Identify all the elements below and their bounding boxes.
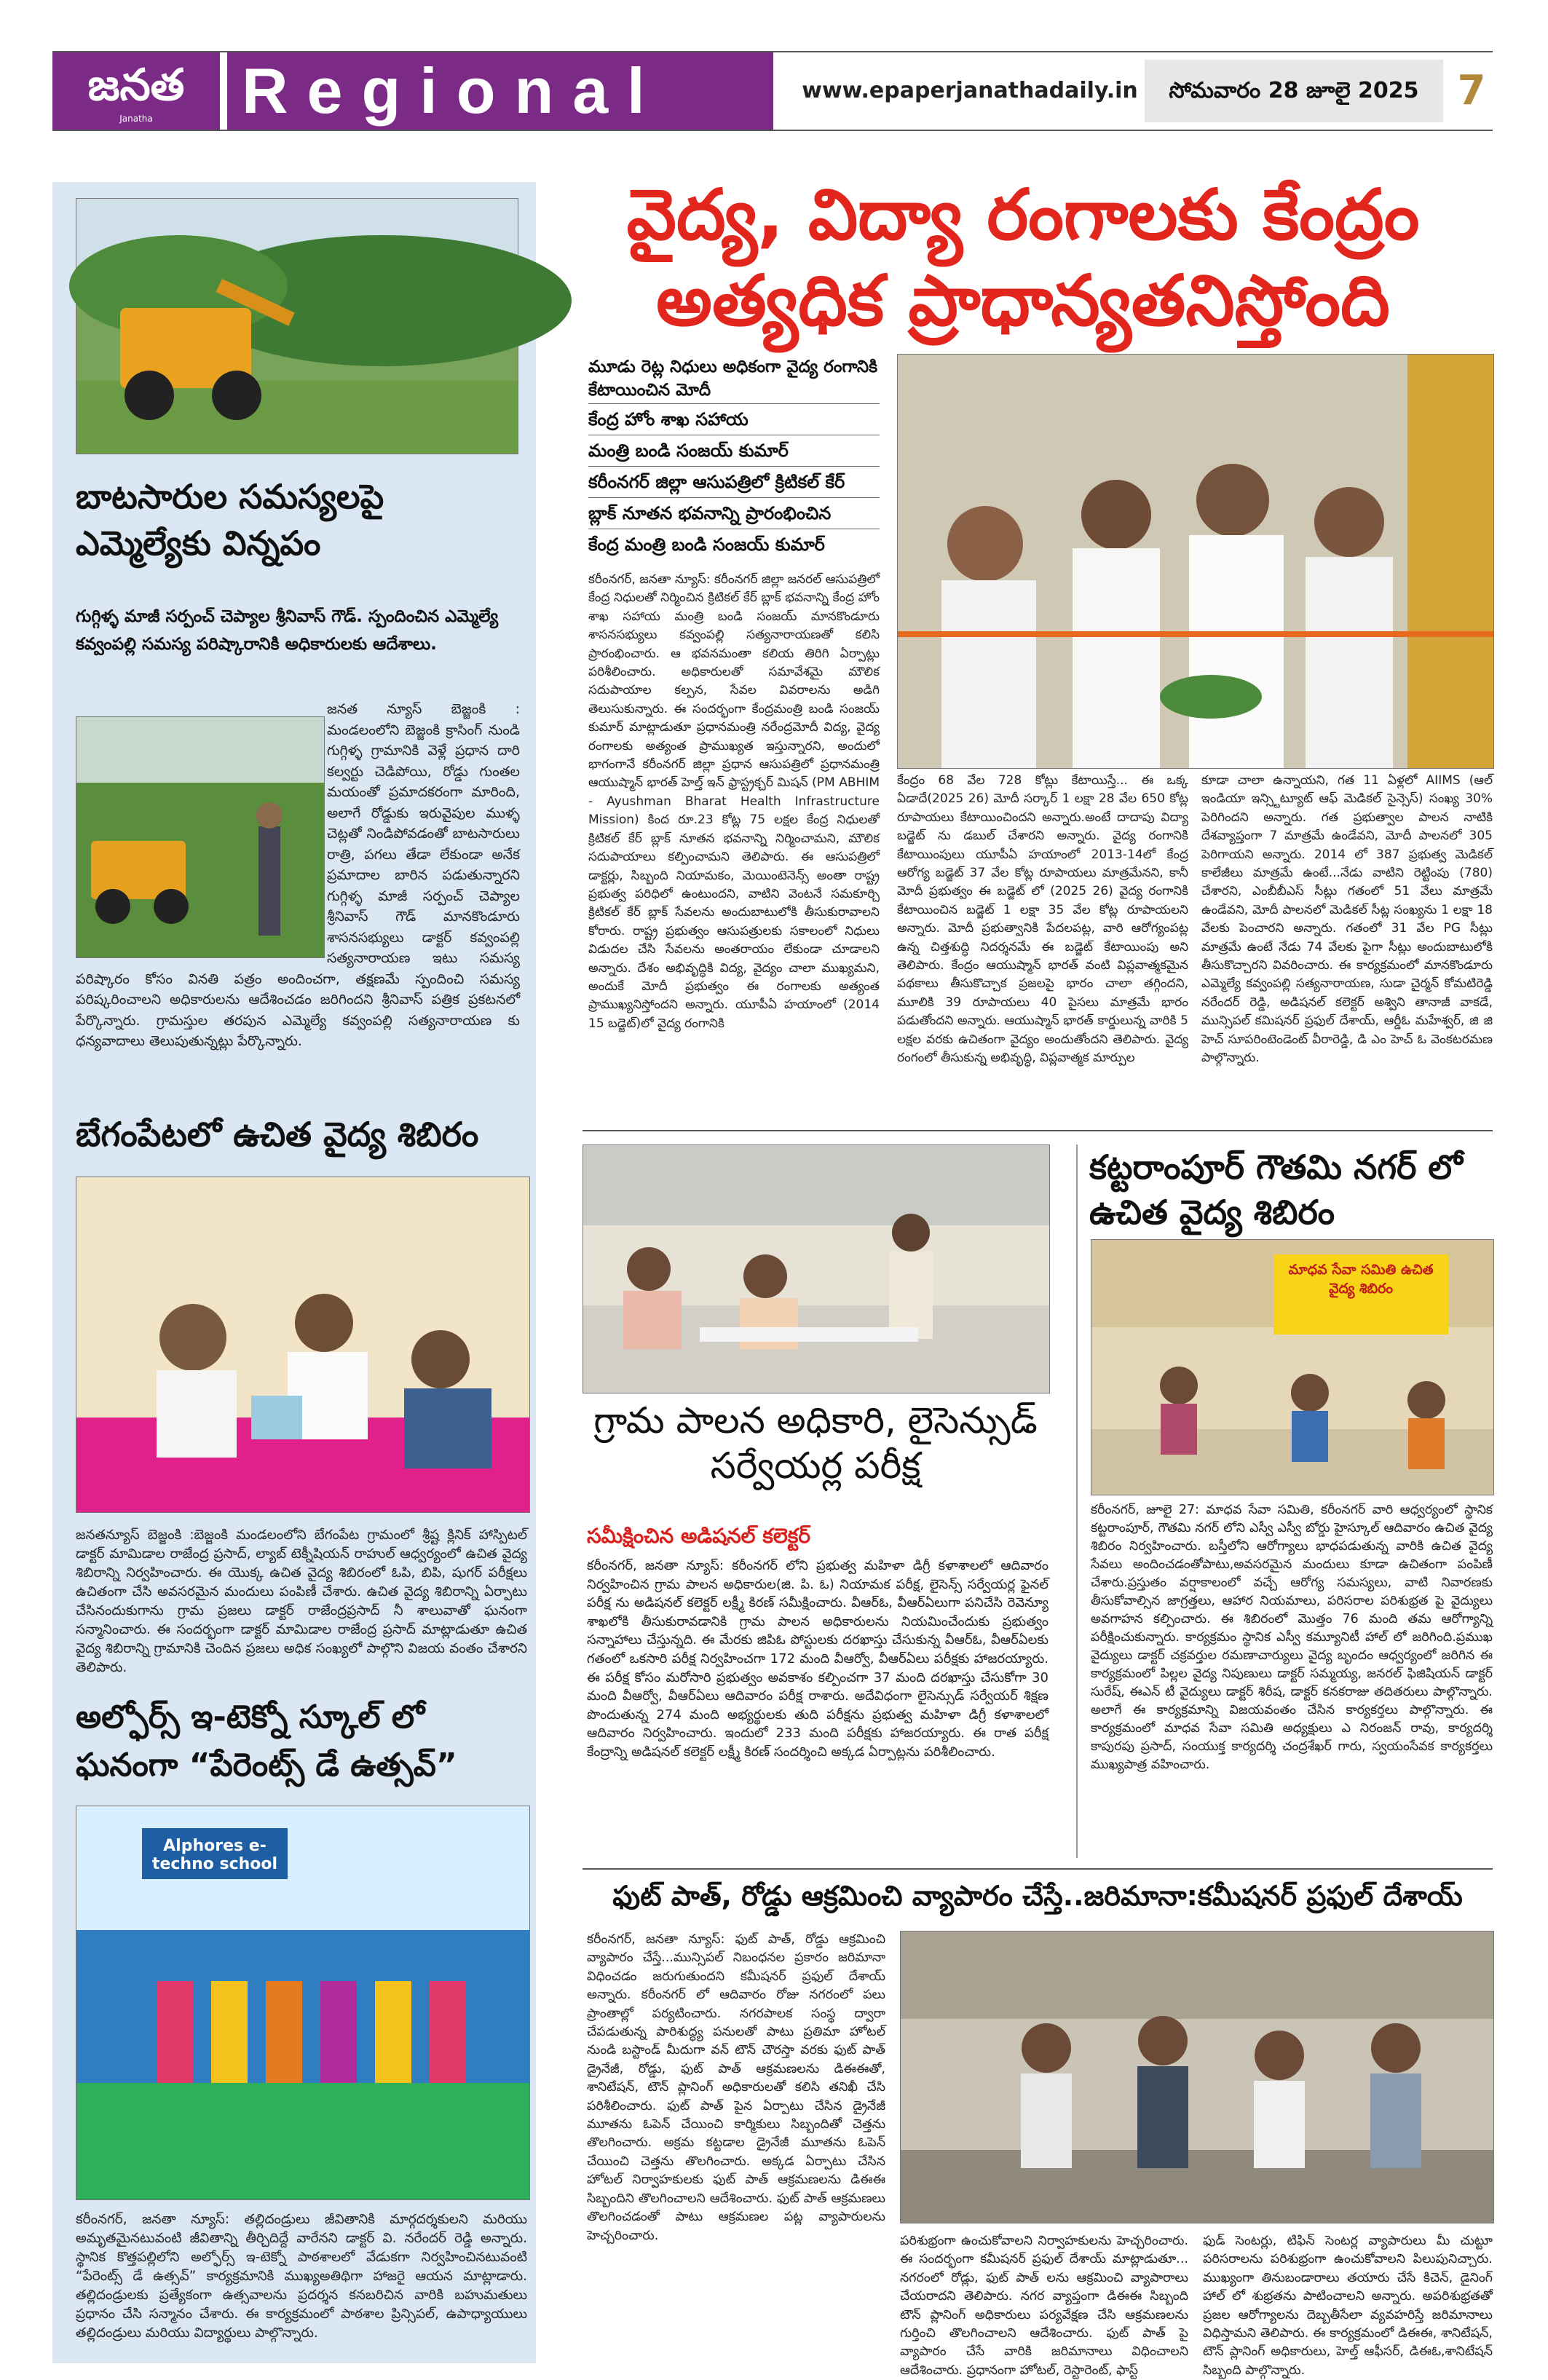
deck-line: బ్లాక్ నూతన భవనాన్ని ప్రారంభించిన <box>588 498 880 529</box>
lead-deck <box>588 354 880 560</box>
story-subhead: సమీక్షించిన అడిషనల్ కలెక్టర్ <box>587 1524 810 1548</box>
deck-line: కేంద్ర హోం శాఖ సహాయ <box>588 404 880 435</box>
story-headline: ఫుట్ పాత్, రోడ్డు ఆక్రమించి వ్యాపారం చేస్తే..జరిమానా:కమీషనర్ ప్రఫుల్ దేశాయ్ <box>612 1880 1463 1912</box>
lead-body-col3: కూడా చాలా ఉన్నాయని, గత 11 ఏళ్లలో AIIMS (ఆల్ ఇండియా ఇన్స్టిట్యూట్ ఆఫ్ మెడికల్ సైన్సెస్) సంఖ్య 30% పెరిగిందని అన్నారు. గత ప్రభుత్వాల పాలన నాటికి దేశవ్యాప్తంగా 7 మాత్రమే ఉండేవని, మోదీ పాలనలో 305 పెరిగాయని అన్నారు. 2014 లో 387 ప్రభుత్వ మెడికల్ కాలేజీలు మాత్రమే ఉంటే...నేడు వాటిని రెట్టింపు (780) చేశారని, ఎంబీబీఎస్ సీట్లు గతంలో 51 వేలు మాత్రమే ఉండేవని, మోదీ పాలనలో మెడికల్ సీట్ల సంఖ్యను 1 లక్షా 18 వేలకు పెంచారని అన్నారు. గతంలో 31 వేల PG సీట్లు మాత్రమే ఉంటే నేడు 74 వేలకు పైగా సీట్లు అందుబాటులోకి తీసుకొచ్చారని వివరించారు. ఈ కార్యక్రమంలో మానకొండూరు ఎమ్మెల్యే కవ్వంపల్లి సత్యనారాయణ, సుడా చైర్మన్ కోమటిరెడ్డి నరేందర్ రెడ్డి, అడిషనల్ కలెక్టర్ అశ్విని తానాజీ వాకడే, మున్సిపల్ కమిషనర్ ప్రఫుల్ దేశాయ్, ఆర్డీఓ మహేశ్వర్, జి జి హెచ్ సూపరింటెండెంట్ వీరారెడ్డి, డి ఎం హెచ్ ఓ వెంకటరమణ పాల్గొన్నారు. <box>1201 773 1493 1066</box>
brand-logo <box>52 52 220 130</box>
story-body: జనతన్యూస్ బెజ్జంకి :బెజ్జంకి మండలంలోని బేగంపేట గ్రామంలో శ్రీష్ట క్లినిక్ హాస్పిటల్ డాక్టర్ మామిడాల రాజేంద్ర ప్రసాద్, ల్యాబ్ టెక్నీషియన్ రాహుల్ ఆధ్వర్యంలో ఉచిత వైద్య శిబిరాన్ని నిర్వహించారు. ఈ యొక్క ఉచిత వైద్య శిబిరంలో ఓపి, బిపి, షుగర్ పరీక్షలు ఉచితంగా చేసి అవసరమైన మందులు పంపిణీ చేశారు. ఉచిత వైద్య శిబిరాన్ని ఏర్పాటు చేసినందుకుగాను గ్రామ ప్రజలు డాక్టర్ రాజేంద్రప్రసాద్ నీ శాలువాతో ఘనంగా సన్మానించారు. ఈ సందర్భంగా డాక్టర్ మామిడాల రాజేంద్ర ప్రసాద్ మాట్లాడుతూ ఉచిత వైద్య శిబిరాన్ని గ్రామానికి చెందిన ప్రజలు అధిక సంఖ్యలో పాల్గొని విజయ వంతం చేశారని తెలిపారు. <box>76 1527 527 1675</box>
camp-photo <box>1091 1239 1494 1495</box>
lead-headline-line2: అత్యధిక ప్రాధాన్యతనిస్తోంది <box>656 260 1390 341</box>
inspection-photo <box>900 1931 1494 2223</box>
lead-body-col1: కరీంనగర్, జనతా న్యూస్: కరీంనగర్ జిల్లా జనరల్ ఆసుపత్రిలో కేంద్ర నిధులతో నిర్మించిన క్రిటికల్ కేర్ బ్లాక్ భవనాన్ని కేంద్ర హోం శాఖ సహాయ మంత్రి బండి సంజయ్ మానకొండూరు శాసనసభ్యులు కవ్వంపల్లి సత్యనారాయణతో కలిసి ప్రారంభించారు. ఆ భవనమంతా కలియ తిరిగి ఏర్పాట్లు పరిశీలించారు. అధికారులతో సమావేశమై మౌలిక సదుపాయాల కల్పన, సేవల వివరాలను అడిగి తెలుసుకున్నారు. ఈ సందర్భంగా కేంద్రమంత్రి బండి సంజయ్ కుమార్ మాట్లాడుతూ ప్రధానమంత్రి నరేంద్రమోదీ విద్య, వైద్య రంగాలకు అత్యంత ప్రాముఖ్యత ఇస్తున్నారని, అందులో భాగంగానే కరీంనగర్ జిల్లా ప్రధాన ఆసుపత్రిలో ప్రధానమంత్రి ఆయుష్మాన్ భారత్ హెల్త్ ఇన్ ఫ్రాస్ట్రక్చర్ మిషన్ (PM ABHIM - Ayushman Bharat Health Infrastructure Mission) కింద రూ.23 కోట్ల 75 లక్షల కేంద్ర నిధులతో క్రిటికల్ కేర్ బ్లాక్ నూతన భవనాన్ని నిర్మించామని, మౌలిక సదుపాయాలు కల్పించామని తెలిపారు. ఈ ఆసుపత్రిలో డాక్టర్లు, సిబ్బంది నియామకం, మెయింటెనెన్స్ అంతా రాష్ట్ర ప్రభుత్వ పరిధిలో ఉంటుందని, వాటిని వెంటనే సమకూర్చి క్రిటికల్ కేర్ బ్లాక్ సేవలను అందుబాటులోకి తీసుకురావాలని కోరారు. రాష్ట్ర ప్రభుత్వం ఆసుపత్రులకు సకాలంలో నిధులు విడుదల చేసి సేవలను అంతరాయం లేకుండా చూడాలని అన్నారు. దేశం అభివృద్ధికి విద్య, వైద్యం చాలా ముఖ్యమని, అందుకే మోదీ ప్రభుత్వం ఈ రంగాలకు అత్యంత ప్రాముఖ్యనిస్తోందని అన్నారు. యూపీఏ హయాంలో (2014 15 బడ్జెట్)లో వైద్య రంగానికి <box>588 572 880 1031</box>
site-url[interactable]: www.epaperjanathadaily.in <box>802 78 1138 103</box>
footpath-body-col2: పరిశుభ్రంగా ఉంచుకోవాలని నిర్వాహకులను హెచ్చరించారు. ఈ సందర్భంగా కమీషనర్ ప్రఫుల్ దేశాయ్ మాట్లాడుతూ... నగరంలో రోడ్లు, ఫుట్ పాత్ లను ఆక్రమించి వ్యాపారాలు చేయరాదని తెలిపారు. నగర వ్యాప్తంగా డిఈఈ సిబ్బంది టౌన్ ప్లానింగ్ అధికారులు పర్యవేక్షణ చేసి ఆక్రమణలను గుర్తించి తొలగించాలని ఆదేశించారు. ఫుట్ పాత్ పై వ్యాపారం చేసే వారికి జరిమానాలు విధించాలని ఆదేశించారు. ప్రధానంగా హోటల్, రెస్టారెంట్, ఫాస్ట్ <box>900 2234 1188 2378</box>
page-number: 7 <box>1457 67 1486 114</box>
divider <box>1076 1144 1078 1858</box>
deck-line: కేంద్ర మంత్రి బండి సంజయ్ కుమార్ <box>588 534 825 555</box>
issue-date: సోమవారం 28 జూలై 2025 <box>1145 60 1443 122</box>
deck-line: కరీంనగర్ జిల్లా ఆసుపత్రిలో క్రిటికల్ కేర్ <box>588 467 880 498</box>
brand-tagline: Janatha <box>119 114 153 124</box>
school-banner-text: Alphores e-techno school <box>151 1837 278 1873</box>
medical-camp-photo <box>76 1177 530 1513</box>
section-title: Regional <box>227 52 773 130</box>
lead-body-col2: కేంద్రం 68 వేల 728 కోట్లు కేటాయిస్తే... ఈ ఒక్క ఏడాదే(2025 26) మోదీ సర్కార్ 1 లక్షా 28 వేల 650 కోట్ల రూపాయలు కేటాయించిందని అన్నారు.అంటే దాదాపు విద్యా బడ్జెట్ ను డబుల్ చేశారని అన్నారు. వైద్య రంగానికి కేటాయింపులు యూపీఏ హయాంలో 2013-14లో కేంద్ర ఆరోగ్య బడ్జెట్ 37 వేల కోట్ల రూపాయలు మాత్రమేనని, కానీ మోదీ ప్రభుత్వం ఈ బడ్జెట్ లో (2025 26) వైద్య రంగానికి కేటాయించిన బడ్జెట్ 1 లక్షా 35 వేల కోట్ల రూపాయలని అన్నారు. మోదీ ప్రభుత్వానికి పేదలపట్ల, వారి ఆరోగ్యంపట్ల ఉన్న చిత్తశుద్ధి నిదర్శనమే ఈ బడ్జెట్ కేటాయింపు అని తెలిపారు. కేంద్రం ఆయుష్మాన్ భారత్ వంటి విప్లవాత్మకమైన పథకాలు తీసుకొచ్చాక ప్రజలపై భారం చాలా తగ్గిందని, మూలికి 39 రూపాయలు 40 పైసలు మాత్రమే భారం పడుతోందని అన్నారు. ఆయుష్మాన్ భారత్ కార్డులున్న వారికి 5 లక్షల వరకు ఉచితంగా వైద్యం అందుతోందని తెలిపారు. వైద్య రంగంలో తీసుకున్న అభివృద్ధి, విప్లవాత్మక మార్పుల <box>897 773 1188 1066</box>
masthead <box>52 51 1493 131</box>
exam-hall-photo <box>583 1144 1050 1393</box>
story-body: కరీంనగర్, జూలై 27: మాధవ సేవా సమితి, కరీంనగర్ వారి ఆధ్వర్యంలో స్థానిక కట్టరాంపూర్, గౌతమి నగర్ లోని ఎస్వీ ఎస్వీ బోర్డు హైస్కూల్ ఆదివారం ఉచిత వైద్య శిబిరం నిర్వహించారు. బస్తీలోని ఆరోగ్యాలు భాధపడుతున్న వారికి ఉచిత వైద్య సేవలు అందించడంతోపాటు,అవసరమైన మందులు కూడా ఉచితంగా పంపిణీ చేశారు.ప్రస్తుతం వర్షాకాలంలో వచ్చే ఆరోగ్య సమస్యలు, వాటి నివారణకు తీసుకోవాల్సిన జాగ్రత్తలు, ఆహార నియమాలు, పరిసరాల పరిశుభ్రత పై వైద్యులు అవగాహన కల్పించారు. ఈ శిబిరంలో మొత్తం 76 మంది తమ ఆరోగ్యాన్ని పరీక్షించుకున్నారు. కార్యక్రమం స్థానిక ఎస్వీ కమ్యూనిటీ హాల్ లో జరిగింది.ప్రముఖ వైద్యులు డాక్టర్ చక్రవర్తుల రమణాచార్యులు వైద్య బృందం ఆధ్వర్యంలో జరిగిన ఈ కార్యక్రమంలో పిల్లల వైద్య నిపుణులు డాక్టర్ సమ్మయ్య, జనరల్ ఫిజిషియన్ డాక్టర్ సురేష్, ఈఎన్ టీ వైద్యులు డాక్టర్ శిరీష, డాక్టర్ కనకరాజు తదితరులు పాల్గొన్నారు. అలాగే ఈ కార్యక్రమాన్ని విజయవంతం చేసిన కార్యకర్తలు పాల్గొన్నారు. ఈ కార్యక్రమంలో మాధవ సేవా సమితి అధ్యక్షులు ఎ నిరంజన్ రావు, కార్యదర్శి కాపురపు ప్రసాద్, సంయుక్త కార్యదర్శి చంద్రశేఖర్ గారు, స్వయంసేవక కార్యకర్తలు ముఖ్యపాత్ర వహించారు. <box>1091 1503 1493 1772</box>
story-headline: కట్టరాంపూర్ గౌతమి నగర్ లో ఉచిత వైద్య శిబిరం <box>1089 1147 1463 1232</box>
ribbon-cutting-photo <box>897 354 1494 769</box>
story-headline: అల్ఫోర్స్ ఇ-టెక్నో స్కూల్ లో ఘనంగా “పేరెంట్స్ డే ఉత్సవ్” <box>76 1699 457 1784</box>
story-body: కరీంనగర్, జనతా న్యూస్: కరీంనగర్ లోని ప్రభుత్వ మహిళా డిగ్రీ కళాశాలలో ఆదివారం నిర్వహించిన గ్రామ పాలన అధికారుల(జి. పి. ఓ) నియామక పరీక్ష, లైసెన్స్ సర్వేయర్ల ఫైనల్ పరీక్ష ను అడిషనల్ కలెక్టర్ లక్ష్మీ కిరణ్ సమీక్షించారు. వీఆర్ఓ, వీఆర్ఏలుగా పనిచేసి రెవెన్యూ శాఖలోకి తీసుకురావడానికి గ్రామ పాలన అధికారులను నియమించేందుకు ప్రభుత్వం సన్నాహాలు చేస్తున్నది. ఈ మేరకు జిపిఓ పోస్టులకు దరఖాస్తు చేసుకున్న వీఆర్ఓ, వీఆర్ఏలకు గతంలో ఒకసారి పరీక్ష నిర్వహించగా 172 మంది వీఆర్వో, వీఆర్ఏలు పరీక్షకు హాజరయ్యారు. ఈ పరీక్ష కోసం మరోసారి ప్రభుత్వం అవకాశం కల్పించగా 37 మంది దరఖాస్తు చేసుకోగా 30 మంది వీఆర్వో, వీఆర్ఏలు ఆదివారం పరీక్ష రాశారు. అదేవిధంగా లైసెన్సుడ్ సర్వేయర్ శిక్షణ పొందుతున్న 274 మంది అభ్యర్థులకు తుది పరీక్షను ప్రభుత్వ మహిళా డిగ్రీ కళాశాలలో ఆదివారం నిర్వహించారు. ఇందులో 233 మంది పరీక్షకు హాజరయ్యారు. ఈ రాత పరీక్ష కేంద్రాన్ని అడిషనల్ కలెక్టర్ లక్ష్మీ కిరణ్ సందర్శించి అక్కడ ఏర్పాట్లను పరిశీలించారు. <box>587 1558 1049 1760</box>
story-headline: బేగంపేటలో ఉచిత వైద్య శిబిరం <box>76 1115 479 1154</box>
school-event-photo <box>76 1806 530 2200</box>
story-body: కరీంనగర్, జనతా న్యూస్: తల్లిదండ్రులు జీవితానికి మార్గదర్శకులని మరియు అమృతమైనటువంటి జీవితాన్ని తీర్చిదిద్దే వారేనని డాక్టర్ వి. నరేందర్ రెడ్డి అన్నారు. స్థానిక కొత్తపల్లిలోని అల్ఫోర్స్ ఇ-టెక్నో పాఠశాలలో వేడుకగా నిర్వహించినటువంటి “పేరెంట్స్ డే ఉత్సవ్” కార్యక్రమానికి ముఖ్యఅతిథిగా హాజరై ఆయన మాట్లాడారు. తల్లిదండ్రులకు ప్రత్యేకంగా ఉత్సవాలను ప్రదర్శన కనబరిచిన వారికి బహుమతులు ప్రధానం చేసి సన్మానం చేశారు. ఈ కార్యక్రమంలో పాఠశాల ప్రిన్సిపల్, ఉపాధ్యాయులు తల్లిదండ్రులు మరియు విద్యార్థులు పాల్గొన్నారు. <box>76 2212 527 2341</box>
camp-banner-text: మాధవ సేవా సమితి ఉచిత వైద్య శిబిరం <box>1288 1262 1434 1297</box>
jcb-roadside-photo <box>76 198 518 454</box>
divider <box>583 1130 1493 1131</box>
lead-headline <box>553 172 1493 344</box>
brand-name: జనత <box>87 60 185 111</box>
story-headline: బాటసారుల సమస్యలపై ఎమ్మెల్యేకు విన్నపం <box>76 477 384 563</box>
footpath-body-col1: కరీంనగర్, జనతా న్యూస్: ఫుట్ పాత్, రోడ్డు ఆక్రమించి వ్యాపారం చేస్తే...మున్సిపల్ నిబంధనల ప్రకారం జరిమానా విధించడం జరుగుతుందని కమీషనర్ ప్రఫుల్ దేశాయ్ అన్నారు. కరీంనగర్ లో ఆదివారం రోజు నగరంలో పలు ప్రాంతాల్లో పర్యటించారు. నగరపాలక సంస్థ ద్వారా చేపడుతున్న పారిశుద్ధ్య పనులతో పాటు ప్రతిమా హోటల్ నుండి బస్టాండ్ మీదుగా వన్ టౌన్ చౌరస్తా వరకు ఫుట్ పాత్ డ్రైనేజీ, రోడ్డు, ఫుట్ పాత్ ఆక్రమణలను డిఈఈతో, శానిటేషన్, టౌన్ ప్లానింగ్ అధికారులతో కలిసి తనిఖీ చేసి పరిశీలించారు. ఫుట్ పాత్ పైన ఏర్పాటు చేసిన డ్రైనేజీ మూతను ఓపెన్ చేయించి కార్మికులు సిబ్బందితో చెత్తను తొలగించారు. అక్రమ కట్టడాల డ్రైనేజీ మూతను ఓపెన్ చేయించి చెత్తను తొలగించారు. అక్కడ ఏర్పాటు చేసిన హోటల్ నిర్వాహకులకు ఫుట్ పాత్ ఆక్రమణలను డిఈఈ సిబ్బందిని తొలగించాలని ఆదేశించారు. ఫుట్ పాత్ ఆక్రమణలు తొలగించడంతో పాటు ఆక్రమణల పట్ల వ్యాపారులను హెచ్చరించారు. <box>587 1932 885 2243</box>
story-subhead: గుగ్గిళ్ళ మాజీ సర్పంచ్ చెప్యాల శ్రీనివాస్ గౌడ్. స్పందించిన ఎమ్మెల్యే కవ్వంపల్లి సమస్య పరిష్కారానికి అధికారులకు ఆదేశాలు. <box>76 607 499 654</box>
story-body-text: జనత న్యూస్ బెజ్జంకి : మండలంలోని బెజ్జంకి క్రాసింగ్ నుండి గుగ్గిళ్ళ గ్రామానికి వెళ్లే ప్రధాన దారి కల్వర్టు చెడిపోయి, రోడ్డు గుంతల మయంతో ప్రమాదకరంగా మారింది, అలాగే రోడ్డుకు ఇరువైపుల ముళ్ళ చెట్లతో నిండిపోవడంతో బాటసారులు రాత్రి, పగలు తేడా లేకుండా అనేక ప్రమాదాల బారిన పడుతున్నారని గుగ్గిళ్ళ మాజీ సర్పంచ్ చెప్యాల శ్రీనివాస్ గౌడ్ మానకొండూరు శాసనసభ్యులు డాక్టర్ కవ్వంపల్లి సత్యనారాయణ ఇటు సమస్య పరిష్కారం కోసం వినతి పత్రం అందించగా, తక్షణమే స్పందించి సమస్య పరిష్కరించాలని అధికారులను ఆదేశించడం జరిగిందని శ్రీనివాస్ పత్రిక ప్రకటనలో పేర్కొన్నారు. గ్రామస్తుల తరపున ఎమ్మెల్యే కవ్వంపల్లి సత్యనారాయణ కు ధన్యవాదాలు తెలుపుతున్నట్లు పేర్కొన్నారు. <box>76 701 520 1049</box>
lead-headline-line1: వైద్య, విద్యా రంగాలకు కేంద్రం <box>626 174 1420 256</box>
divider <box>583 1868 1493 1870</box>
story-headline: గ్రామ పాలన అధికారి, లైసెన్సుడ్ సర్వేయర్ల పరీక్ష <box>593 1399 1038 1487</box>
footpath-body-col3: ఫుడ్ సెంటర్లు, టిఫిన్ సెంటర్ల వ్యాపారులు మీ చుట్టూ పరిసరాలను పరిశుభ్రంగా ఉంచుకోవాలని పిలుపునిచ్చారు. ముఖ్యంగా తినుబండారాలు తయారు చేసే కిచెన్, డైనింగ్ హాల్ లో శుభ్రతను పాటించాలని అన్నారు. అపరిశుభ్రతతో ప్రజల ఆరోగ్యాలను దెబ్బతీసేలా వ్యవహరిస్తే జరిమానాలు విధిస్తామని తెలిపారు. ఈ కార్యక్రమంలో డిఈఈ, శానిటేషన్, టౌన్ ప్లానింగ్ అధికారులు, హెల్త్ ఆఫీసర్, డిఈఓ,శానిటేషన్ సిబ్బంది పాల్గొన్నారు. <box>1203 2234 1493 2378</box>
deck-line: మూడు రెట్ల నిధులు అధికంగా వైద్య రంగానికి కేటాయించిన మోదీ <box>588 354 880 404</box>
story-body <box>76 699 520 1136</box>
deck-line: మంత్రి బండి సంజయ్ కుమార్ <box>588 435 880 467</box>
